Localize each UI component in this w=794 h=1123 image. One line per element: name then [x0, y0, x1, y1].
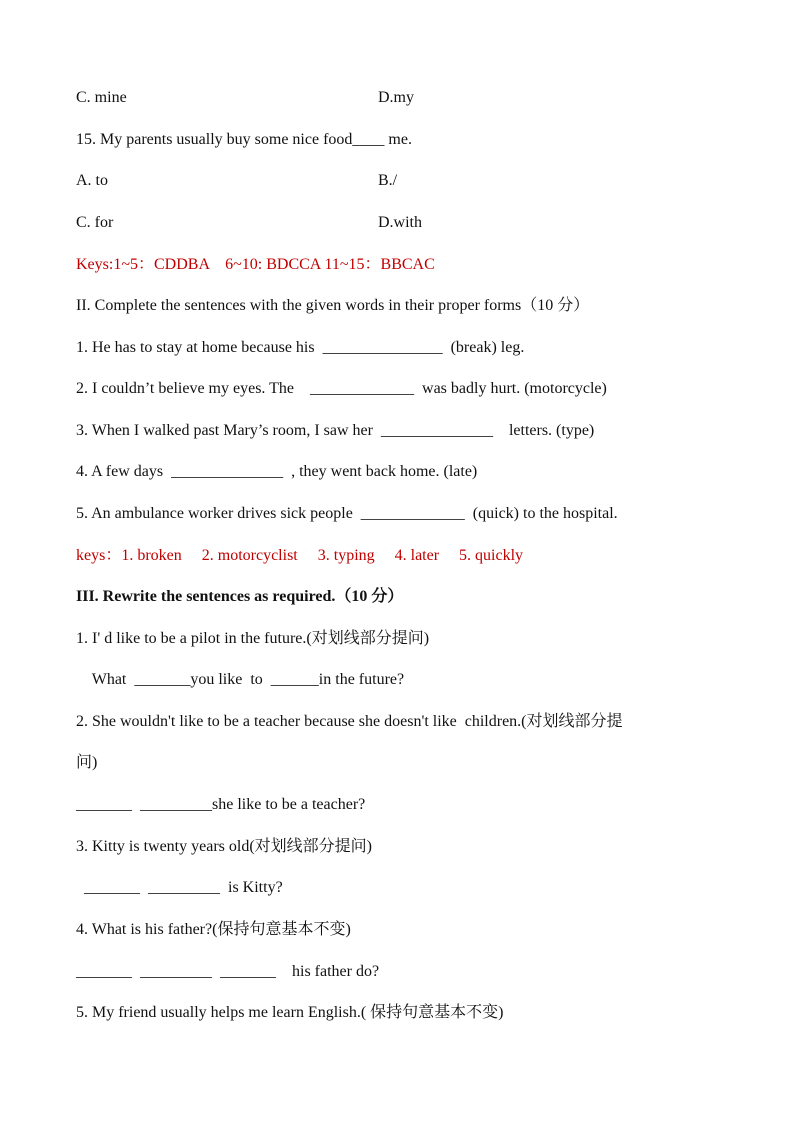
- section2-title: II. Complete the sentences with the given words in their proper forms（10 分）: [76, 297, 590, 314]
- section3-line: 2. She wouldn't like to be a teacher because she doesn't like children.(对划线部分提: [76, 713, 623, 730]
- q15-option-b: B./: [378, 172, 398, 189]
- section3-line: 问): [76, 754, 98, 771]
- section3-line: _______ _________ _______ his father do?: [76, 963, 380, 980]
- answer-keys-section1: Keys:1~5：CDDBA 6~10: BDCCA 11~15：BBCAC: [76, 256, 435, 273]
- section2-item: 2. I couldn’t believe my eyes. The _____________ was badly hurt. (motorcycle): [76, 380, 607, 397]
- section2-item: 4. A few days ______________ , they went back home. (late): [76, 463, 478, 480]
- section3-line: 1. I' d like to be a pilot in the future.(对划线部分提问): [76, 630, 430, 647]
- section2-item: 3. When I walked past Mary’s room, I saw her ______________ letters. (type): [76, 422, 595, 439]
- section2-item: 1. He has to stay at home because his _______________ (break) leg.: [76, 339, 525, 356]
- section3-line: What _______you like to ______in the future?: [76, 671, 405, 688]
- q14-option-d: D.my: [378, 89, 414, 106]
- section3-line: _______ _________ is Kitty?: [76, 879, 283, 896]
- q15-option-d: D.with: [378, 214, 422, 231]
- section2-item: 5. An ambulance worker drives sick people _____________ (quick) to the hospital.: [76, 505, 618, 522]
- q15-stem: 15. My parents usually buy some nice food____ me.: [76, 131, 412, 148]
- section3-title: III. Rewrite the sentences as required.（10 分）: [76, 588, 404, 605]
- answer-keys-section2: keys：1. broken 2. motorcyclist 3. typing 4. later 5. quickly: [76, 547, 524, 564]
- q15-option-c: C. for: [76, 214, 114, 231]
- section3-line: 3. Kitty is twenty years old(对划线部分提问): [76, 838, 372, 855]
- q15-option-a: A. to: [76, 172, 108, 189]
- section3-line: 5. My friend usually helps me learn English.( 保持句意基本不变): [76, 1004, 504, 1021]
- section3-line: 4. What is his father?(保持句意基本不变): [76, 921, 351, 938]
- q14-option-c: C. mine: [76, 89, 127, 106]
- section3-line: _______ _________she like to be a teacher?: [76, 796, 366, 813]
